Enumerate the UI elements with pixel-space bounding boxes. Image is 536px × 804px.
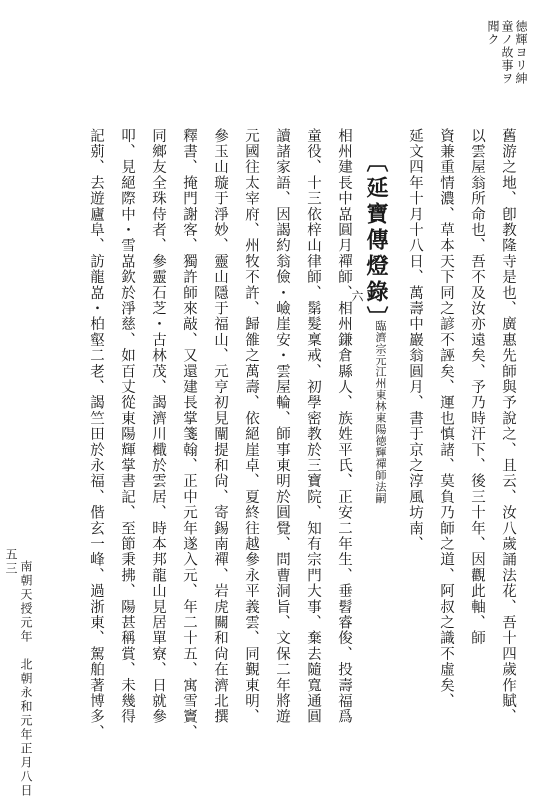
- running-footer: 南朝天授元年 北朝永和元年正月八日: [19, 560, 33, 798]
- section-source: 臨濟宗元江州東林東陽徳輝禪師法嗣: [374, 320, 387, 504]
- headnote: [486, 20, 528, 85]
- text-column: 讀諸家語、因謁約翁儉・嶮崖安・雲屋輪、師事東明於圓覺、問曹洞旨、文保二年將遊: [274, 128, 290, 725]
- text-column: 童役、十三依梓山律師、鬀髮稟戒、初學密教於三寶院、知有宗門大事、棄去隨寬通圓: [305, 128, 321, 725]
- text-column: 相州建長中嵓圓月禪師、相州鎌倉縣人、族姓平氏、正安二年生、垂髫睿俊、投壽福爲: [336, 128, 352, 725]
- text-column: 延文四年十月十八日、萬壽中巖翁圓月、書于京之淳風坊南、: [407, 128, 423, 552]
- text-column: 釋書、掩門謝客、獨許師來敲、又還建長掌箋翰、正中元年遂入元、年二十五、寓雪竇、: [181, 128, 197, 741]
- text-column: 舊游之地、卽教隆寺是也、廣惠先師與予說之、且云、汝八歲誦法花、吾十四歲作賦、: [500, 128, 516, 725]
- text-column: 叩、見絕際中・雪嵓欽於淨慈、如百丈從東陽輝掌書記、至節秉拂、陽甚稱賞、未幾得: [119, 128, 135, 725]
- text-column: 以雲屋翁所命也、吾不及汝亦遠矣、予乃時汗下、後三十年、因觀此軸、師: [469, 128, 485, 647]
- section-number: 六: [350, 290, 364, 302]
- text-column: 參玉山璇于淨妙、靈山隱于福山、元亨初見闡提和尙、寄錫南禪、岩虎關和尙在濟北撰: [212, 128, 228, 725]
- text-column: 元國往太宰府、州牧不許、歸雒之萬壽、依絕崖卓、夏終往越參永平義雲、同覲東明、: [243, 128, 259, 725]
- text-column: 資兼重情濃、草本天下同之諺不誣矣、運也慎諸、莫負乃師之道、阿叔之識不虛矣、: [438, 128, 454, 709]
- section-title: 〔延寶傳燈錄〕: [363, 150, 389, 332]
- headnote-line: 聞ク: [486, 20, 500, 46]
- text-column: 同鄉友全珠侍者、參靈石芝・古林茂、謁濟川檝於雲居、時本邦龍山見居單寮、日就參: [150, 128, 166, 725]
- page-number: 五三: [4, 548, 18, 576]
- text-column: 記莂、去遊廬阜、訪龍嵓・柏壑二老、謁竺田於永福、偕玄一峰、過浙東、駕舶著博多、: [88, 128, 104, 741]
- headnote-line: 童ノ故事ヲ: [500, 20, 514, 85]
- headnote-line: 徳輝ヨリ紳: [514, 20, 528, 85]
